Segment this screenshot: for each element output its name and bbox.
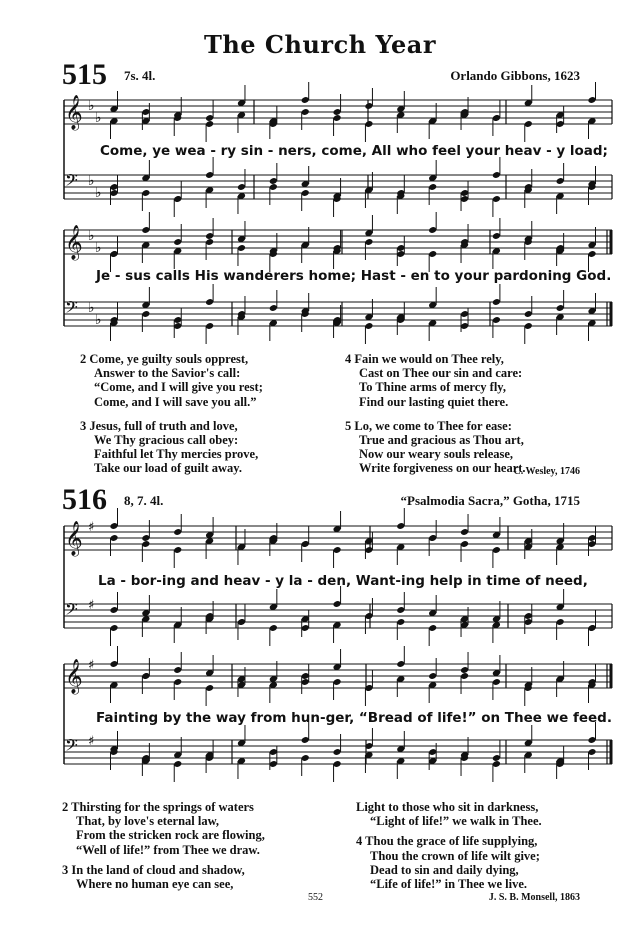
verse-line: “Well of life!” from Thee we draw. (76, 842, 260, 857)
verse-block (345, 352, 526, 476)
sharp-sign: ♯ (88, 520, 95, 535)
flat-sign: ♭ (88, 173, 95, 189)
flat-sign: ♭ (88, 300, 95, 316)
verse-line: Thou the grace of life supplying, (365, 834, 538, 849)
verse-line: To Thine arms of mercy fly, (359, 380, 506, 395)
verse-line: That, by love's eternal law, (76, 814, 220, 829)
flat-sign: ♭ (95, 312, 102, 328)
hymn-meter: 8, 7. 4l. (124, 493, 164, 508)
verse-number: 3 (80, 418, 87, 433)
verse-block (80, 352, 263, 476)
bass-clef: 𝄢 (65, 297, 78, 321)
verse-line: Jesus, full of truth and love, (89, 418, 238, 433)
verse-line: Thou the crown of life wilt give; (370, 848, 540, 863)
verse-line: We Thy gracious call obey: (94, 433, 239, 448)
verse-line: “Come, and I will give you rest; (94, 380, 263, 395)
verse-block (62, 800, 265, 891)
flat-sign: ♭ (88, 98, 95, 114)
verse-line: Answer to the Savior's call: (94, 366, 241, 381)
verse-line: Thirsting for the springs of waters (71, 800, 254, 814)
lyric-line: Fainting by the way from hun-ger, “Bread of life!” on Thee we feed. (96, 710, 612, 726)
flat-sign: ♭ (88, 228, 95, 244)
author-attribution: C. Wesley, 1746 (513, 466, 580, 477)
bass-clef: 𝄢 (65, 599, 78, 623)
treble-clef: 𝄞 (65, 659, 83, 694)
treble-clef: 𝄞 (65, 95, 83, 130)
verse-line: Cast on Thee our sin and care: (359, 366, 523, 381)
bass-clef: 𝄢 (65, 735, 78, 759)
bass-clef: 𝄢 (65, 170, 78, 194)
hymn-meter: 7s. 4l. (124, 68, 156, 83)
verse-line: From the stricken rock are flowing, (76, 828, 265, 843)
verse-line: Lo, we come to Thee for ease: (354, 418, 512, 433)
verse-line: Faithful let Thy mercies prove, (94, 447, 259, 462)
verse-line: In the land of cloud and shadow, (71, 862, 245, 877)
section-title: The Church Year (203, 30, 436, 59)
verse-line: True and gracious as Thou art, (359, 433, 524, 448)
flat-sign: ♭ (95, 185, 102, 201)
verse-line: Light to those who sit in darkness, (356, 800, 539, 814)
verse-line: Come, and I will save you all.” (94, 394, 257, 409)
verse-line: Dead to sin and daily dying, (370, 862, 519, 877)
verse-line: Take our load of guilt away. (94, 461, 242, 476)
verse-line: Write forgiveness on our heart. (359, 461, 526, 476)
flat-sign: ♭ (95, 240, 102, 256)
verse-line: Find our lasting quiet there. (359, 394, 509, 409)
verse-number: 5 (345, 418, 352, 433)
verse-number: 3 (62, 862, 69, 877)
hymn-composer: Orlando Gibbons, 1623 (450, 68, 580, 83)
verse-line: Where no human eye can see, (76, 877, 234, 892)
hymn-number: 516 (62, 483, 107, 516)
hymn-composer: “Psalmodia Sacra,” Gotha, 1715 (400, 493, 580, 508)
verse-line: “Life of life!” in Thee we live. (370, 877, 528, 892)
flat-sign: ♭ (95, 110, 102, 126)
treble-clef: 𝄞 (65, 225, 83, 260)
treble-clef: 𝄞 (65, 521, 83, 556)
verse-line: “Light of life!” we walk in Thee. (370, 814, 542, 829)
lyric-line: Come, ye wea - ry sin - ners, come, All who feel your heav - y load; (100, 143, 608, 159)
verse-block (356, 800, 542, 891)
lyric-line: Je - sus calls His wanderers home; Hast - en to your pardoning God. (96, 268, 612, 284)
verse-line: Come, ye guilty souls opprest, (89, 352, 249, 366)
page-number: 552 (308, 892, 323, 903)
sharp-sign: ♯ (88, 734, 95, 749)
verse-number: 4 (345, 352, 352, 366)
verse-number: 2 (62, 800, 69, 814)
verse-number: 2 (80, 352, 87, 366)
verse-line: Fain we would on Thee rely, (354, 352, 504, 366)
lyric-line: La - bor-ing and heav - y la - den, Want-ing help in time of need, (98, 573, 588, 589)
hymn-number: 515 (62, 58, 107, 91)
sharp-sign: ♯ (88, 598, 95, 613)
verse-line: Now our weary souls release, (359, 447, 514, 462)
sharp-sign: ♯ (88, 658, 95, 673)
author-attribution: J. S. B. Monsell, 1863 (488, 892, 580, 903)
verse-number: 4 (356, 834, 363, 849)
